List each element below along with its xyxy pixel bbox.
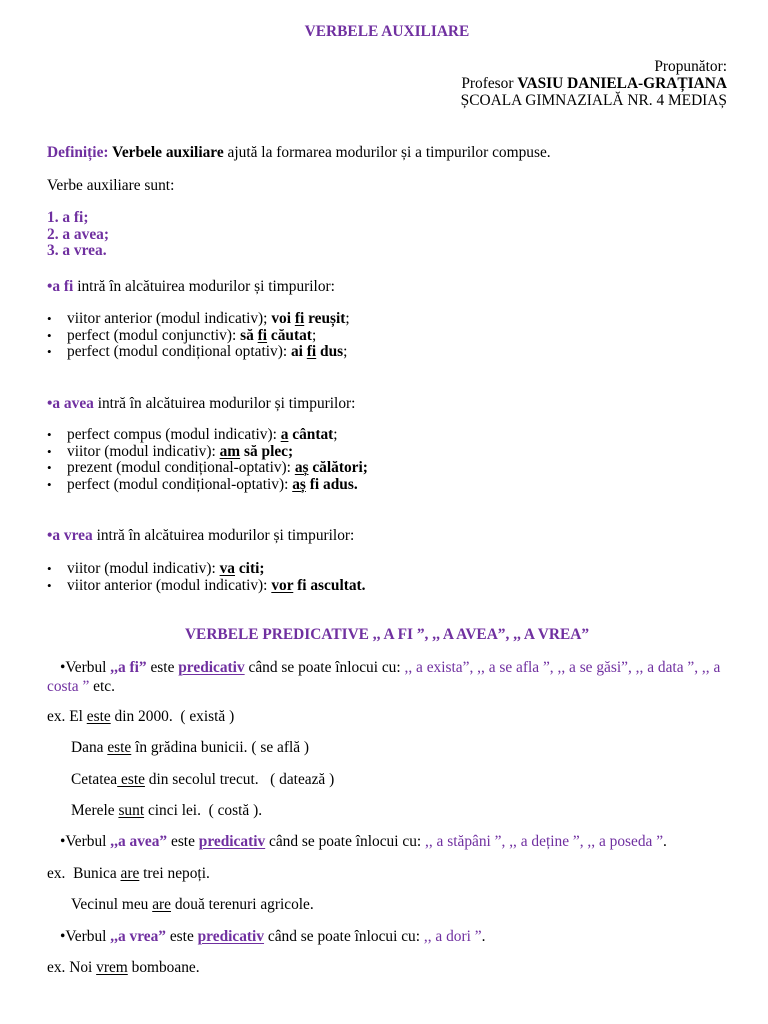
tense-label: perfect compus (modul indicativ): — [67, 426, 281, 443]
usage-intro-text: intră în alcătuirea modurilor și timpurilor: — [73, 278, 335, 295]
example-verb: este — [86, 708, 111, 725]
example-after: trei nepoți. — [139, 865, 210, 882]
rule-lead: •Verbul — [60, 833, 111, 850]
auxiliary-item: 2. a avea; — [47, 225, 109, 243]
usage-a-fi-list — [47, 311, 350, 361]
rule-synonyms: ,, a stăpâni ”, ,, a deține ”, ,, a poseda ” — [425, 833, 664, 850]
auxiliary-form: fi — [257, 326, 268, 344]
form-end: ; — [311, 326, 317, 344]
rule-verb: ,,a fi” — [110, 659, 147, 676]
rule-lead: •Verbul — [60, 928, 111, 945]
rule-end: . — [663, 833, 667, 850]
form-after: să plec; — [240, 442, 294, 460]
usage-a-fi-heading — [47, 278, 335, 295]
example-before: ex. El — [47, 708, 87, 725]
usage-a-vrea-heading — [47, 527, 354, 544]
form-before: ai — [290, 343, 307, 361]
auxiliary-item: 3. a vrea. — [47, 242, 107, 260]
example-after: din 2000. ( există ) — [110, 708, 235, 725]
auxiliary-form: va — [219, 560, 235, 577]
example-verb: sunt — [118, 802, 145, 819]
example-after: cinci lei. ( costă ). — [144, 802, 263, 819]
form-after: căutat — [267, 326, 312, 344]
rule-verb: ,,a vrea” — [110, 928, 166, 945]
definition — [47, 144, 551, 161]
example-before: Dana — [71, 739, 108, 756]
teacher-prefix: Profesor — [461, 75, 518, 92]
auxiliary-item: 1. a fi; — [47, 209, 89, 226]
list-item — [47, 460, 368, 477]
list-item — [47, 477, 368, 494]
school-name: ȘCOALA GIMNAZIALĂ NR. 4 MEDIAȘ — [460, 92, 727, 109]
auxiliary-form: fi — [306, 343, 317, 361]
example-verb: vrem — [96, 959, 128, 976]
example-verb: este — [107, 739, 132, 756]
usage-a-avea-list — [47, 427, 368, 494]
auxiliary-form: am — [219, 442, 241, 460]
example-verb: este — [117, 771, 145, 788]
tense-label: perfect (modul condițional-optativ): — [67, 476, 293, 494]
tense-label: viitor (modul indicativ): — [67, 560, 220, 577]
tense-label: perfect (modul condițional optativ): — [67, 343, 291, 361]
form-after: cântat — [288, 426, 334, 443]
list-item — [47, 561, 366, 578]
auxiliaries-intro: Verbe auxiliare sunt: — [47, 177, 175, 194]
usage-verb-label: •a fi — [47, 278, 74, 295]
rule-synonyms: ,, a exista”, ,, a se afla ”, ,, a se găsi”, ,, a data ”, ,, a costa ” — [47, 659, 725, 695]
rule-end: . — [481, 928, 486, 945]
example-line — [71, 771, 334, 788]
tense-label: perfect (modul conjunctiv): — [67, 326, 241, 344]
auxiliary-form: a — [280, 426, 289, 443]
example-line — [71, 896, 314, 913]
page-title: VERBELE AUXILIARE — [304, 23, 470, 40]
example-before: Cetatea — [71, 771, 118, 788]
example-line — [71, 739, 309, 756]
form-end: ; — [333, 426, 338, 443]
form-before: să — [240, 326, 258, 344]
example-after: bomboane. — [127, 959, 200, 976]
example-after: în grădina bunicii. ( se află ) — [131, 739, 310, 756]
example-before: ex. Bunica — [47, 865, 121, 882]
example-line — [47, 959, 200, 976]
usage-a-avea-heading — [47, 395, 355, 412]
example-line — [47, 708, 234, 725]
definition-text: ajută la formarea modurilor și a timpurilor compuse. — [223, 144, 551, 161]
tense-label: viitor anterior (modul indicativ); — [67, 310, 272, 327]
section-title-predicative: VERBELE PREDICATIVE ,, A FI ”, ,, A AVEA”, ,, A VREA” — [184, 626, 590, 643]
form-after: fi ascultat. — [293, 576, 366, 594]
example-line — [71, 802, 262, 819]
example-line — [47, 865, 210, 882]
example-before: ex. Noi — [47, 959, 97, 976]
definition-label: Definiție: — [47, 144, 109, 161]
example-after: din secolul trecut. ( datează ) — [144, 771, 335, 788]
example-before: Merele — [71, 802, 119, 819]
rule-keyword: predicativ — [197, 928, 265, 945]
rule-mid: este — [146, 659, 179, 676]
list-item — [47, 427, 368, 444]
form-after: călători; — [308, 459, 368, 477]
predicative-rule-a-fi — [47, 658, 739, 696]
rule-synonyms: ,, a dori ” — [423, 928, 482, 945]
usage-intro-text: intră în alcătuirea modurilor și timpurilor: — [92, 527, 355, 544]
proposer-label: Propunător: — [654, 58, 727, 75]
list-item — [47, 444, 368, 461]
list-item — [47, 311, 350, 328]
rule-condition: când se poate înlocui cu: — [244, 659, 405, 676]
tense-label: prezent (modul condițional-optativ): — [67, 459, 295, 477]
tense-label: viitor (modul indicativ): — [67, 442, 220, 460]
list-item — [47, 328, 350, 345]
tense-label: viitor anterior (modul indicativ): — [67, 576, 272, 594]
rule-keyword: predicativ — [198, 833, 266, 850]
rule-keyword: predicativ — [178, 659, 245, 676]
form-end: ; — [345, 310, 350, 327]
rule-end: etc. — [89, 678, 115, 695]
rule-mid: este — [166, 928, 198, 945]
usage-verb-label: •a avea — [47, 395, 94, 412]
example-before: Vecinul meu — [71, 896, 153, 913]
rule-verb: ,,a avea” — [110, 833, 168, 850]
usage-verb-label: •a vrea — [47, 527, 93, 544]
auxiliary-form: aș — [294, 459, 309, 477]
rule-condition: când se poate înlocui cu: — [264, 928, 424, 945]
usage-intro-text: intră în alcătuirea modurilor și timpurilor: — [93, 395, 356, 412]
example-verb: are — [152, 896, 172, 913]
auxiliary-form: fi — [294, 310, 305, 327]
teacher-name: VASIU DANIELA-GRAȚIANA — [517, 75, 727, 92]
rule-mid: este — [167, 833, 199, 850]
auxiliary-form: vor — [271, 576, 294, 594]
form-after: reușit — [304, 310, 346, 327]
form-after: dus — [316, 343, 344, 361]
teacher-line — [461, 75, 727, 92]
list-item — [47, 344, 350, 361]
list-item — [47, 578, 366, 595]
form-after: citi; — [235, 560, 265, 577]
example-after: două terenuri agricole. — [171, 896, 314, 913]
form-after: fi adus. — [305, 476, 358, 494]
auxiliary-form: aș — [292, 476, 306, 494]
predicative-rule-a-avea — [60, 833, 667, 850]
example-verb: are — [120, 865, 140, 882]
definition-term: Verbele auxiliare — [108, 144, 224, 161]
form-end: ; — [343, 343, 348, 361]
form-before: voi — [271, 310, 295, 327]
predicative-rule-a-vrea — [60, 928, 485, 945]
usage-a-vrea-list — [47, 561, 366, 594]
rule-lead: •Verbul — [60, 659, 111, 676]
auxiliaries-list — [47, 210, 109, 260]
rule-condition: când se poate înlocui cu: — [265, 833, 426, 850]
